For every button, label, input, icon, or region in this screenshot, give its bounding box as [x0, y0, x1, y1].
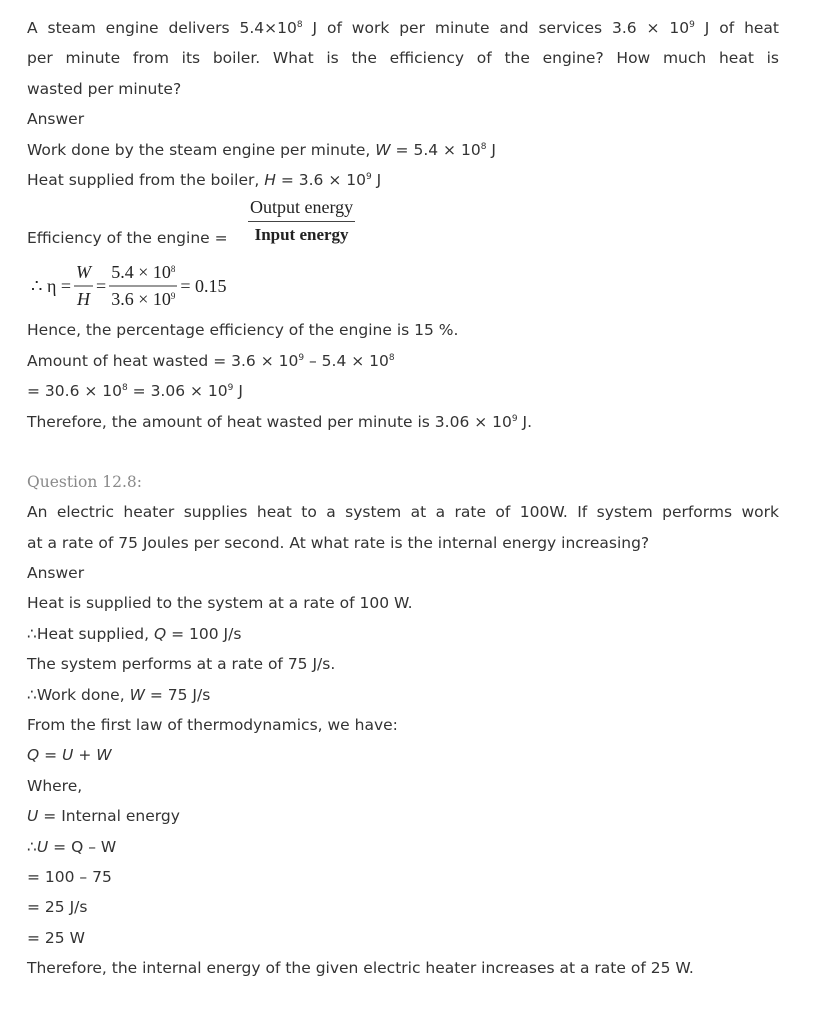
text: = 3.6 × 10	[275, 170, 366, 189]
efficiency-formula	[27, 195, 779, 257]
q2-line	[27, 619, 779, 649]
q2-line	[27, 801, 779, 831]
efficiency-fraction	[248, 197, 355, 245]
q1-heat-line	[27, 165, 779, 195]
text: = 75 J/s	[144, 685, 211, 704]
text: Heat supplied from the boiler,	[27, 170, 265, 189]
text: Amount of heat wasted = 3.6 × 10	[27, 351, 299, 370]
q2-line	[27, 680, 779, 710]
q1-conclusion	[27, 407, 779, 437]
q1-work-line	[27, 135, 779, 165]
exponent: 9	[511, 413, 518, 424]
q1-question-line-3: wasted per minute?	[27, 79, 182, 98]
q2-question-line-2: at a rate of 75 Joules per second. At what rate is the internal energy increasing?	[27, 533, 650, 552]
text: ∴	[27, 837, 37, 856]
text: 5.4 × 10	[111, 262, 171, 283]
q1-question-line-2: per minute from its boiler. What is the efficiency of the engine? How much heat is	[27, 49, 779, 68]
q2-line: Heat is supplied to the system at a rate of 100 W.	[27, 594, 413, 613]
w-over-h-fraction	[74, 262, 93, 310]
exponent: 8	[122, 383, 128, 394]
fraction-numerator: W	[74, 262, 93, 287]
exponent: 9	[170, 291, 176, 302]
q2-line: = 100 – 75	[27, 867, 112, 886]
spacer	[27, 437, 779, 467]
text: Work done by the steam engine per minute,	[27, 140, 376, 159]
text: = 5.4 × 10	[390, 140, 481, 159]
exponent: 9	[298, 352, 305, 363]
equals-sign: =	[96, 275, 107, 296]
efficiency-label: Efficiency of the engine =	[27, 229, 228, 248]
q2-line: From the first law of thermodynamics, we have:	[27, 716, 398, 735]
variable: W	[129, 685, 145, 704]
exponent: 9	[227, 383, 234, 394]
values-fraction	[109, 262, 177, 310]
text: Therefore, the amount of heat wasted per minute is 3.06 × 10	[27, 412, 512, 431]
q2-question-line-1: An electric heater supplies heat to a system at a rate of 100W. If system performs work	[27, 503, 779, 522]
exponent: 8	[388, 352, 395, 363]
text: A steam engine delivers 5.4×10	[27, 19, 297, 37]
variable: U	[36, 837, 49, 856]
text: J of work per minute and services 3.6 × 10	[302, 19, 690, 37]
variable: Q	[153, 624, 167, 643]
text: – 5.4 × 10	[304, 351, 389, 370]
text: = Q – W	[48, 837, 117, 856]
variable: H	[264, 170, 276, 189]
fraction-numerator: Output energy	[248, 197, 355, 222]
q2-conclusion: Therefore, the internal energy of the given electric heater increases at a rate of 25 W.	[27, 959, 694, 978]
fraction-denominator: Input energy	[254, 225, 349, 245]
fraction-denominator: H	[77, 289, 91, 310]
variable: U	[27, 807, 39, 826]
text: J	[371, 170, 382, 189]
text: = 3.06 × 10	[127, 382, 228, 401]
q2-line: = 25 J/s	[27, 898, 88, 917]
q2-answer-label: Answer	[27, 564, 85, 583]
text: J of heat	[694, 19, 779, 37]
q2-line: = 25 W	[27, 928, 85, 947]
eta-result: = 0.15	[180, 275, 227, 296]
text: 3.6 × 10	[111, 289, 171, 310]
exponent: 9	[365, 171, 372, 182]
q2-line	[27, 832, 779, 862]
exponent: 8	[170, 264, 176, 275]
text: = 100 J/s	[166, 624, 242, 643]
q1-wasted-line	[27, 346, 779, 376]
text: ∴Heat supplied,	[27, 624, 154, 643]
q1-percentage-line: Hence, the percentage efficiency of the engine is 15 %.	[27, 321, 459, 340]
document	[27, 13, 779, 984]
exponent: 8	[480, 141, 487, 152]
text: J	[486, 140, 496, 159]
text: ∴Work done,	[27, 685, 130, 704]
eta-equation	[27, 257, 779, 315]
question-heading: Question 12.8:	[27, 472, 142, 491]
variable: W	[375, 140, 391, 159]
text: = 30.6 × 10	[27, 382, 122, 401]
q2-line: The system performs at a rate of 75 J/s.	[27, 655, 336, 674]
q2-line: Q = U + W	[27, 746, 112, 765]
fraction-denominator	[111, 287, 175, 310]
exponent: 8	[296, 20, 303, 30]
q1-answer-label: Answer	[27, 110, 85, 129]
text: J	[233, 382, 243, 401]
q2-line: Where,	[27, 776, 83, 795]
eta-prefix: ∴ η =	[31, 275, 72, 296]
exponent: 9	[689, 20, 695, 30]
q1-wasted-calc	[27, 376, 779, 406]
text: = Internal energy	[38, 807, 180, 826]
text: J.	[517, 412, 533, 431]
q1-question-line-1	[27, 13, 779, 43]
fraction-numerator	[109, 262, 177, 287]
